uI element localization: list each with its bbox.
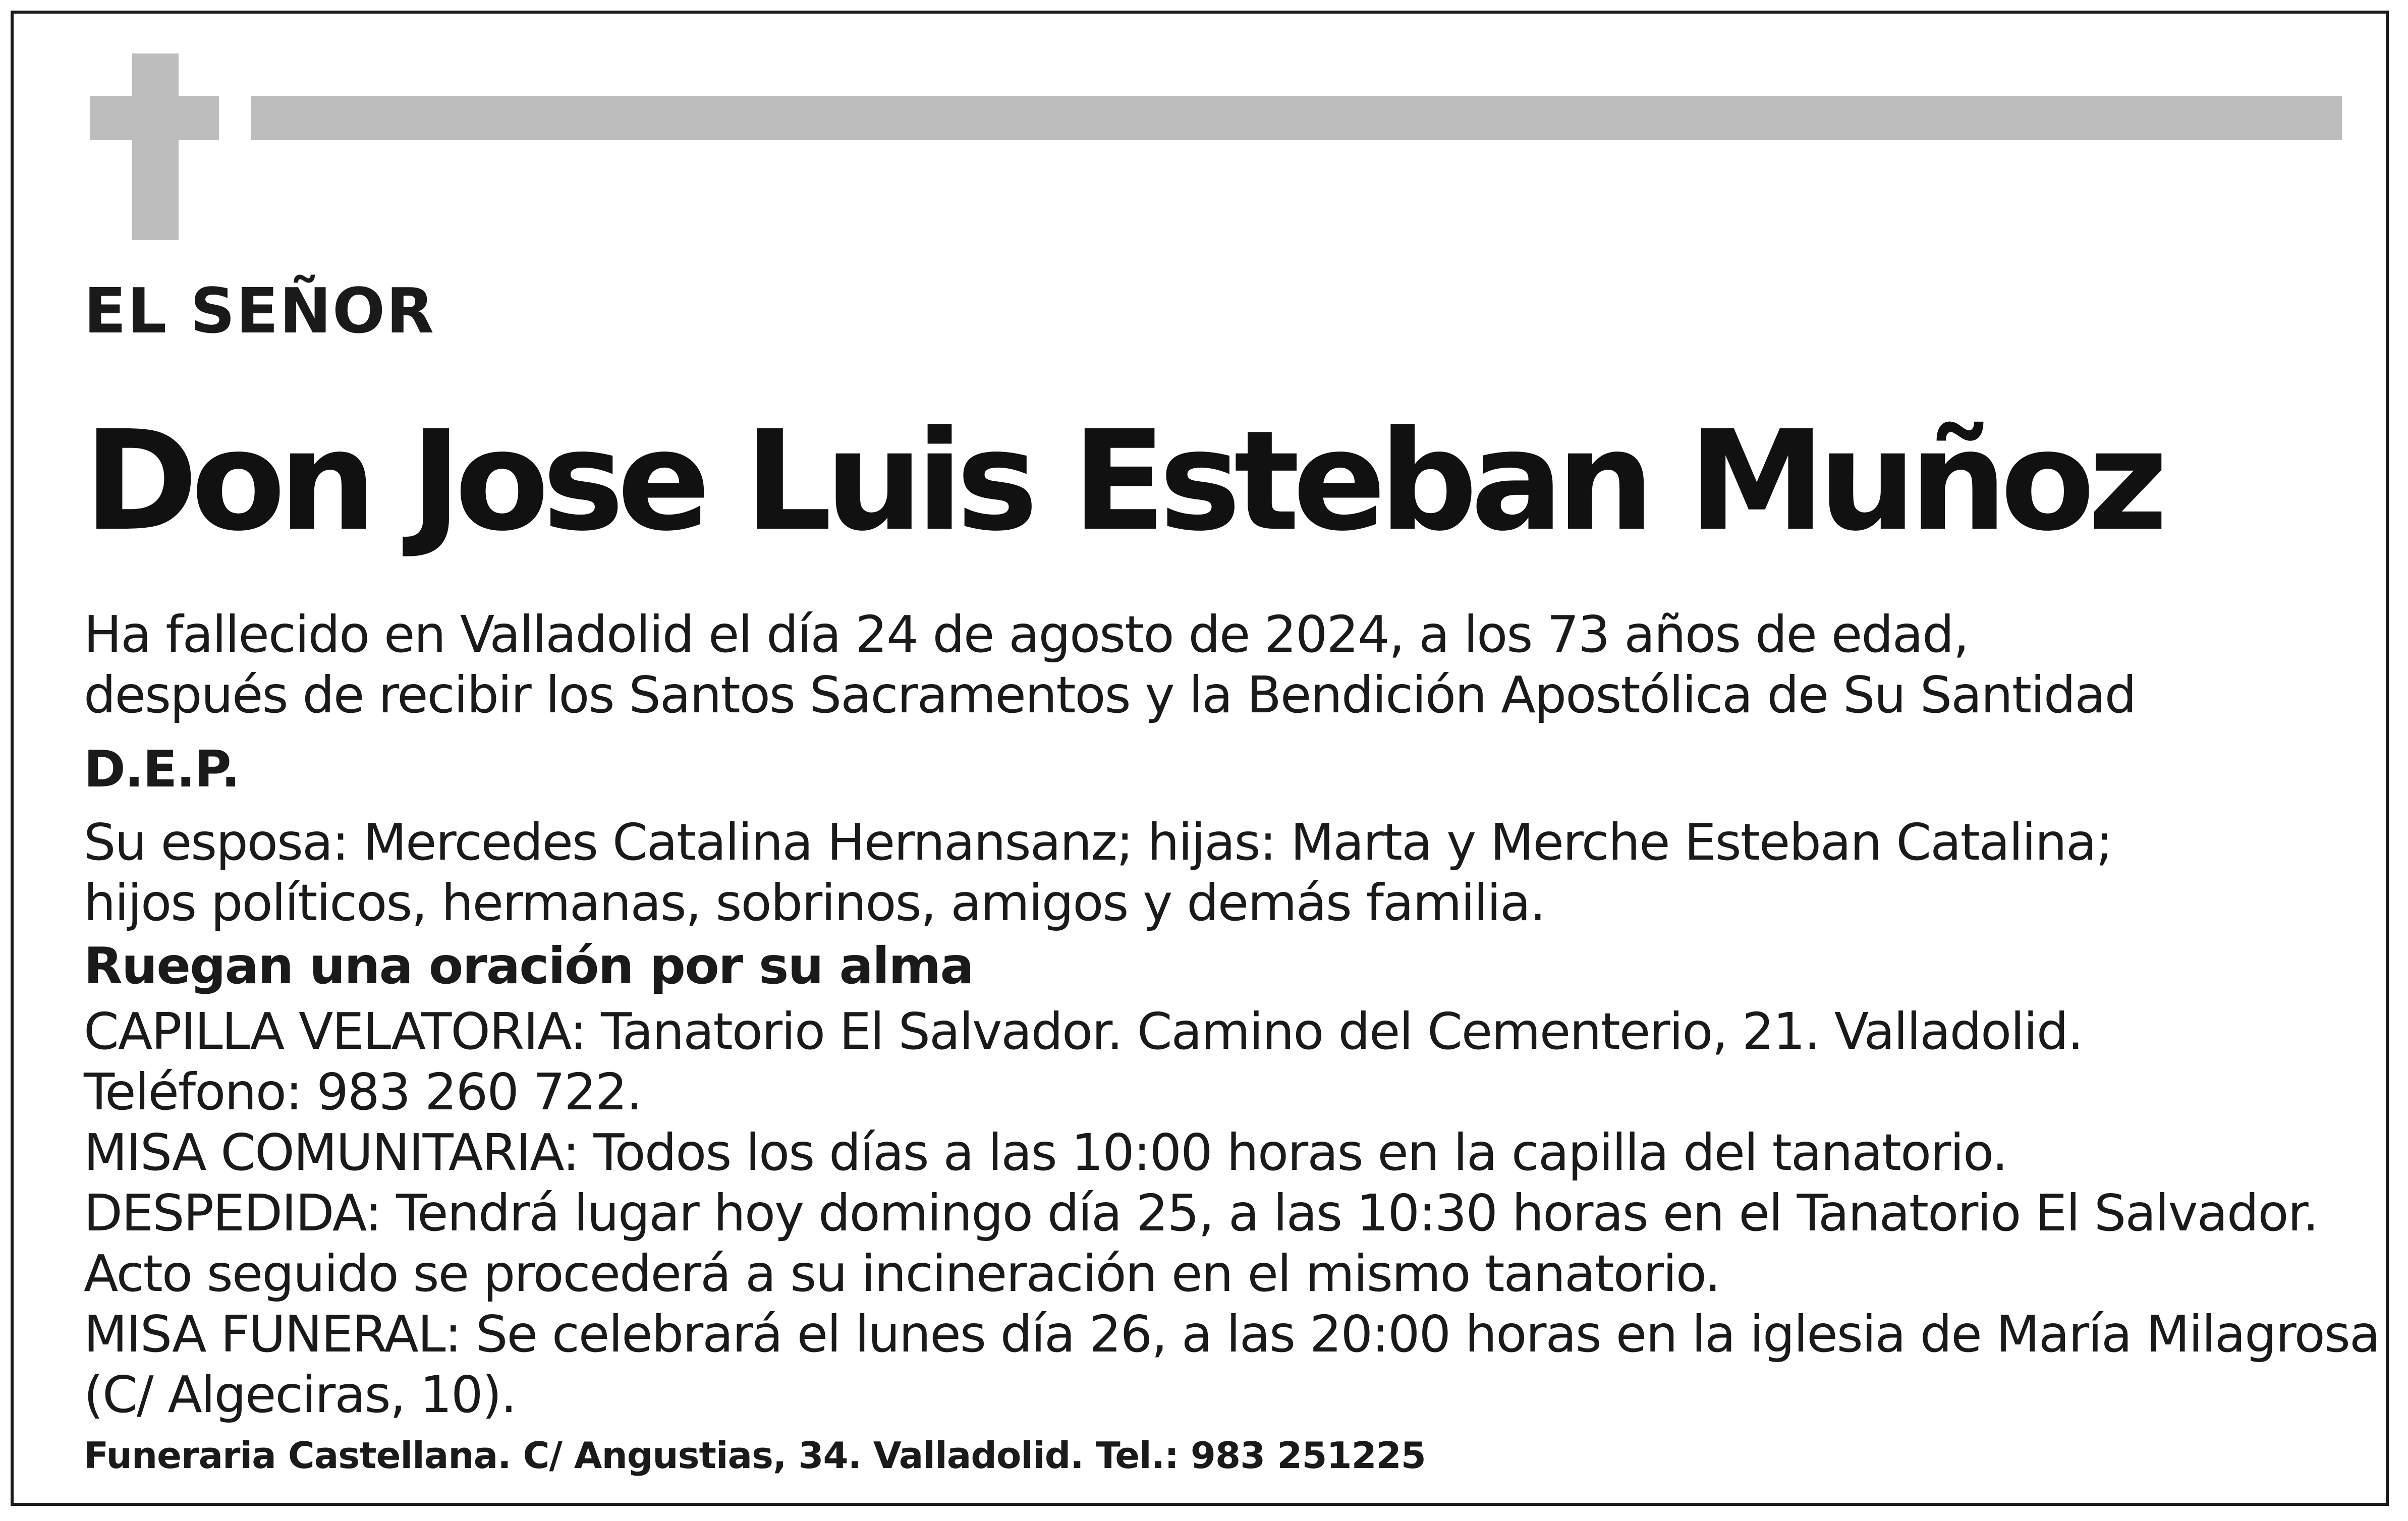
deceased-name: Don Jose Luis Esteban Muñoz xyxy=(84,402,2161,561)
pre-title: EL SEÑOR xyxy=(84,275,435,348)
death-line-1: Ha fallecido en Valladolid el día 24 de agosto de 2024, a los 73 años de edad, xyxy=(84,605,1969,664)
cross-vertical-bar xyxy=(132,53,179,240)
detail-line: MISA COMUNITARIA: Todos los días a las 10:00 horas en la capilla del tanatorio. xyxy=(84,1123,2007,1182)
prayer-request: Ruegan una oración por su alma xyxy=(84,936,973,995)
family-line-1: Su esposa: Mercedes Catalina Hernansanz; hijas: Marta y Merche Esteban Catalina; xyxy=(84,813,2112,872)
cross-horizontal-bar xyxy=(90,96,219,140)
dep-label: D.E.P. xyxy=(84,740,240,799)
death-line-2: después de recibir los Santos Sacramentos y la Bendición Apostólica de Su Santidad xyxy=(84,665,2136,724)
funeral-home-footer: Funeraria Castellana. C/ Angustias, 34. Valladolid. Tel.: 983 251225 xyxy=(84,1434,1426,1477)
header-rule xyxy=(251,96,2342,140)
detail-line: DESPEDIDA: Tendrá lugar hoy domingo día 25, a las 10:30 horas en el Tanatorio El Salvador. xyxy=(84,1184,2318,1243)
detail-line: Acto seguido se procederá a su incineración en el mismo tanatorio. xyxy=(84,1244,1720,1303)
detail-line: Teléfono: 983 260 722. xyxy=(84,1062,642,1121)
family-line-2: hijos políticos, hermanas, sobrinos, amigos y demás familia. xyxy=(84,873,1545,932)
detail-line: MISA FUNERAL: Se celebrará el lunes día 26, a las 20:00 horas en la iglesia de María Milagrosa xyxy=(84,1305,2380,1364)
detail-line: CAPILLA VELATORIA: Tanatorio El Salvador. Camino del Cementerio, 21. Valladolid. xyxy=(84,1002,2083,1061)
detail-line: (C/ Algeciras, 10). xyxy=(84,1365,516,1424)
